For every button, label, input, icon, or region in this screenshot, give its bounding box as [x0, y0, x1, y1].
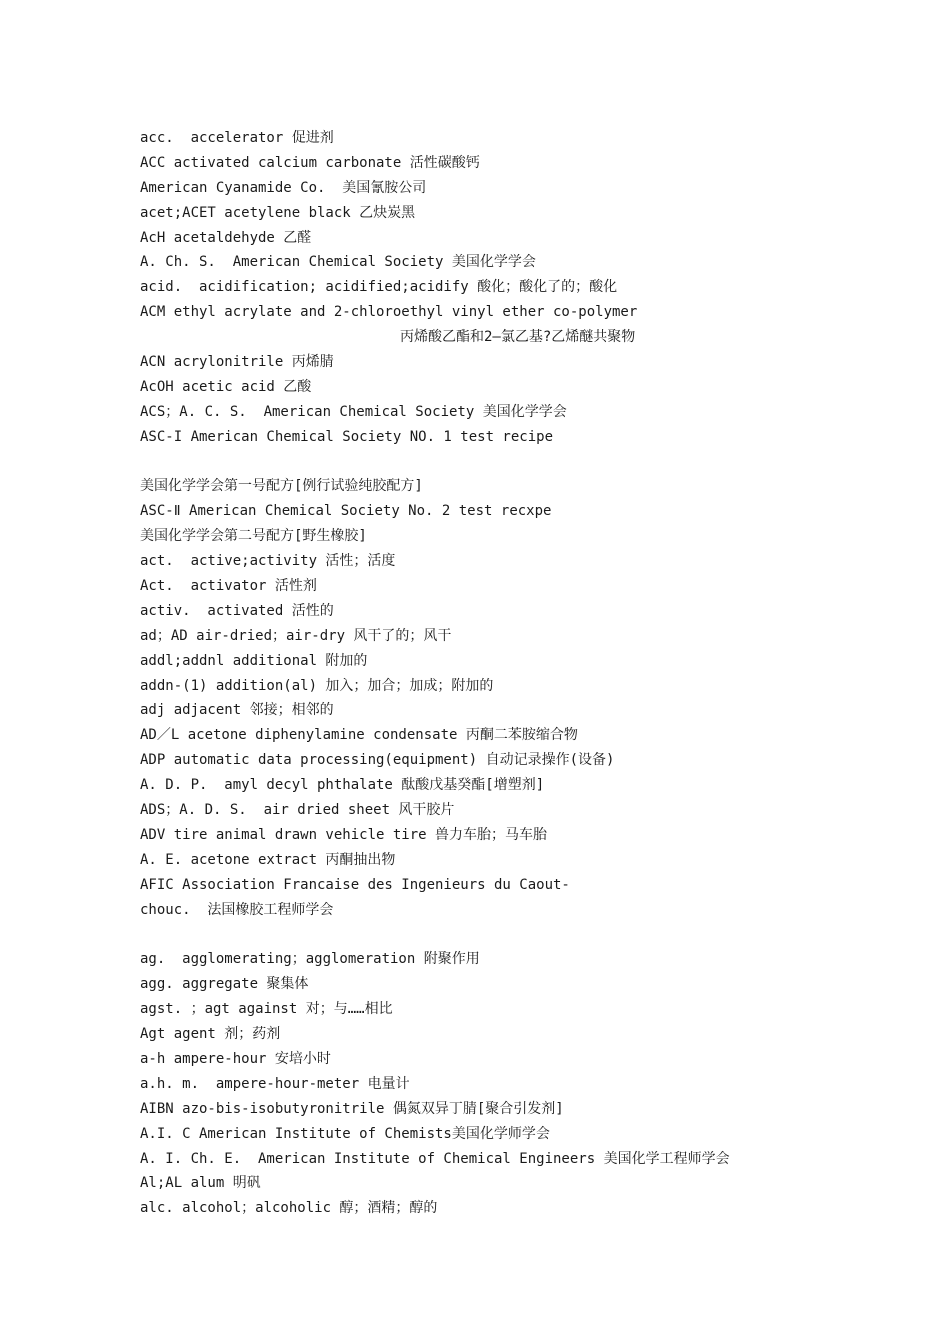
glossary-line: adj adjacent 邻接；相邻的 — [140, 702, 334, 719]
blank-line — [140, 923, 920, 948]
glossary-line: Agt agent 剂；药剂 — [140, 1026, 281, 1043]
glossary-line: ASC-Ⅱ American Chemical Society No. 2 test recxpe — [140, 503, 552, 520]
glossary-text — [140, 126, 920, 1221]
glossary-line: 丙烯酸乙酯和2—氯乙基?乙烯醚共聚物 — [400, 329, 636, 346]
glossary-line: ADV tire animal drawn vehicle tire 兽力车胎；马车胎 — [140, 826, 548, 843]
glossary-line: Act. activator 活性剂 — [140, 578, 317, 595]
glossary-line: acc. accelerator 促进剂 — [140, 130, 334, 146]
glossary-line: agst. ；agt against 对；与……相比 — [140, 1001, 393, 1018]
glossary-line: AcOH acetic acid 乙酸 — [140, 378, 312, 395]
glossary-line: ACS；A. C. S. American Chemical Society 美国化学学会 — [140, 403, 567, 420]
glossary-line: act. active;activity 活性；活度 — [140, 553, 396, 570]
glossary-line: AD／L acetone diphenylamine condensate 丙酮二苯胺缩合物 — [140, 727, 578, 744]
glossary-line: acid. acidification; acidified;acidify 酸化；酸化了的；酸化 — [140, 279, 618, 296]
glossary-line: 美国化学学会第一号配方[例行试验纯胶配方] — [140, 478, 423, 495]
glossary-line: chouc. 法国橡胶工程师学会 — [140, 901, 334, 918]
glossary-line: A. I. Ch. E. American Institute of Chemical Engineers 美国化学工程师学会 — [140, 1150, 730, 1167]
blank-line — [140, 450, 920, 475]
glossary-line: 美国化学学会第二号配方[野生橡胶] — [140, 528, 367, 545]
glossary-line: activ. activated 活性的 — [140, 602, 334, 619]
glossary-line: AcH acetaldehyde 乙醛 — [140, 229, 312, 246]
glossary-line: ACM ethyl acrylate and 2-chloroethyl vinyl ether co-polymer — [140, 304, 638, 321]
glossary-line: addn-(1) addition(al) 加入；加合；加成；附加的 — [140, 677, 494, 694]
glossary-line: ACN acrylonitrile 丙烯腈 — [140, 354, 334, 371]
glossary-line: ACC activated calcium carbonate 活性碳酸钙 — [140, 154, 480, 171]
glossary-line: A. Ch. S. American Chemical Society 美国化学学会 — [140, 254, 536, 271]
glossary-line: ad；AD air-dried；air-dry 风干了的；风干 — [140, 627, 452, 644]
glossary-line: A. D. P. amyl decyl phthalate 酞酸戊基癸酯[增塑剂] — [140, 777, 545, 794]
glossary-line: AFIC Association Francaise des Ingenieurs du Caout- — [140, 876, 570, 893]
glossary-line: Al;AL alum 明矾 — [140, 1175, 261, 1192]
glossary-line: alc. alcohol；alcoholic 醇；酒精；醇的 — [140, 1200, 438, 1217]
glossary-line: ag. agglomerating；agglomeration 附聚作用 — [140, 951, 480, 968]
glossary-line: AIBN azo-bis-isobutyronitrile 偶氮双异丁腈[聚合引发剂] — [140, 1100, 564, 1117]
glossary-line: A.I. C American Institute of Chemists美国化学师学会 — [140, 1125, 550, 1142]
glossary-line: addl;addnl additional 附加的 — [140, 652, 368, 669]
glossary-line: ADS；A. D. S. air dried sheet 风干胶片 — [140, 802, 455, 819]
glossary-line: ASC-I American Chemical Society NO. 1 test recipe — [140, 428, 554, 445]
glossary-line: A. E. acetone extract 丙酮抽出物 — [140, 851, 396, 868]
glossary-line: agg. aggregate 聚集体 — [140, 976, 309, 993]
glossary-line: American Cyanamide Co. 美国氰胺公司 — [140, 179, 427, 196]
glossary-line: ADP automatic data processing(equipment) 自动记录操作(设备) — [140, 752, 615, 769]
glossary-line: a-h ampere-hour 安培小时 — [140, 1050, 331, 1067]
glossary-line: a.h. m. ampere-hour-meter 电量计 — [140, 1075, 410, 1092]
glossary-line: acet;ACET acetylene black 乙炔炭黑 — [140, 204, 416, 221]
